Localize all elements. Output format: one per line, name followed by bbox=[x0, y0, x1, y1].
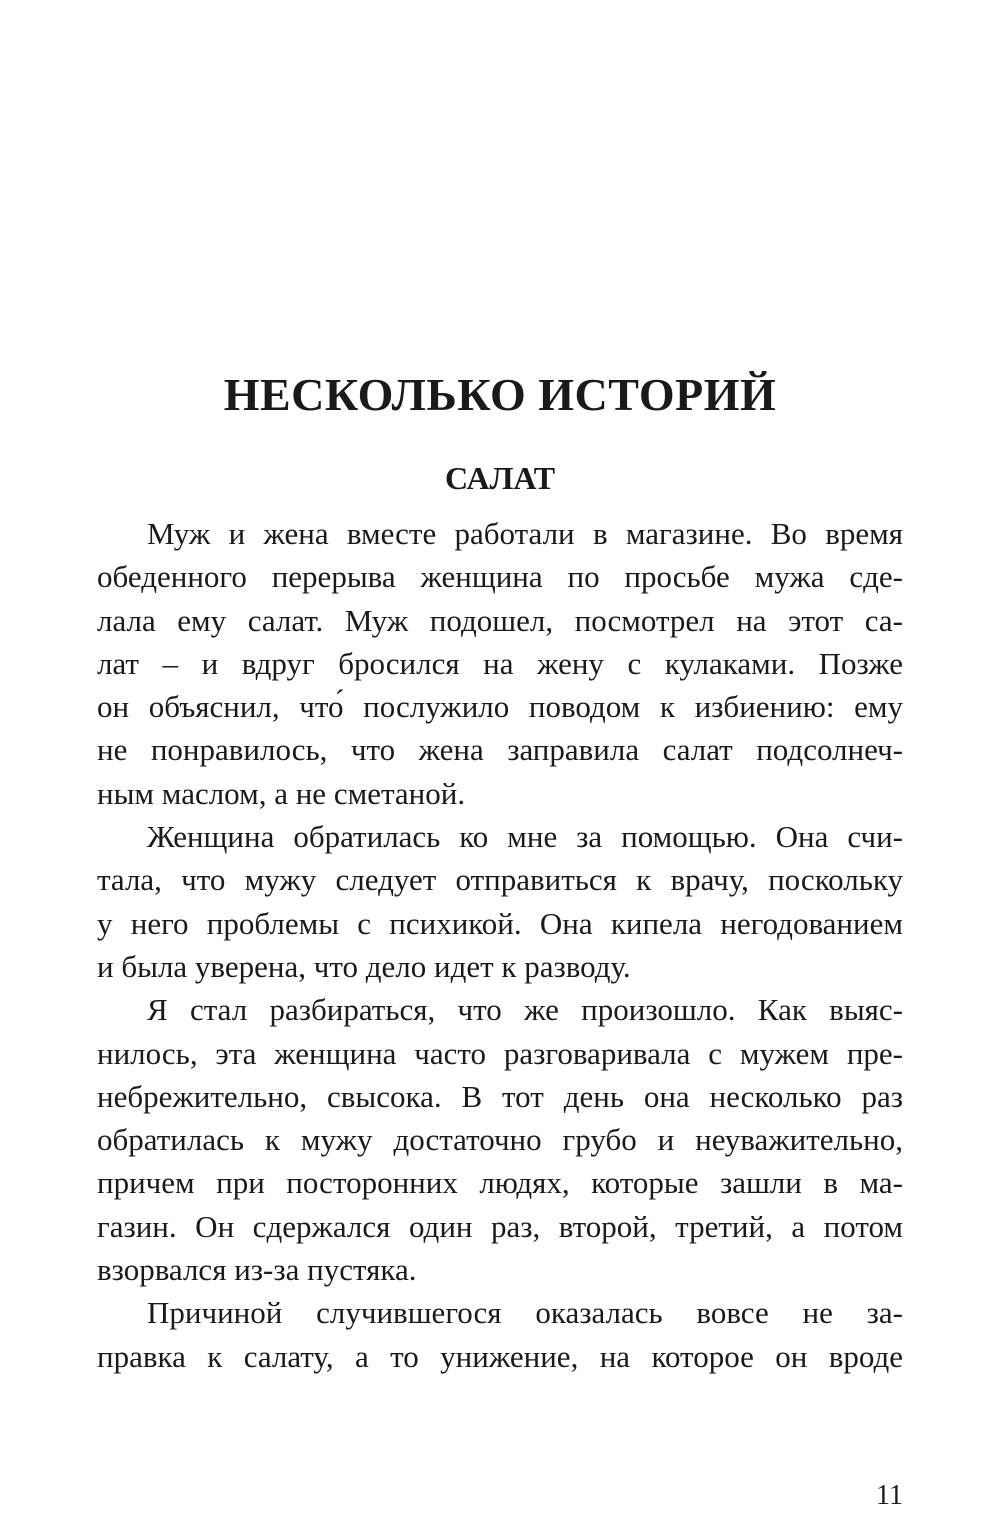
text-line: небрежительно, свысока. В тот день она несколько раз bbox=[97, 1078, 903, 1114]
text-line: обеденного перерыва женщина по просьбе мужа сде- bbox=[97, 559, 903, 595]
text-line: лала ему салат. Муж подошел, посмотрел на этот са- bbox=[97, 602, 903, 638]
text-line: у него проблемы с психикой. Она кипела негодованием bbox=[97, 905, 903, 941]
text-line: правка к салату, а то унижение, на которое он вроде bbox=[97, 1338, 903, 1374]
text-line: ным маслом, а не сметаной. bbox=[97, 775, 466, 811]
chapter-title: НЕСКОЛЬКО ИСТОРИЙ bbox=[223, 369, 777, 420]
text-line: обратилась к мужу достаточно грубо и неуважительно, bbox=[97, 1122, 903, 1158]
text-line: нилось, эта женщина часто разговаривала с мужем пре- bbox=[97, 1035, 903, 1071]
text-line: не понравилось, что жена заправила салат подсолнеч- bbox=[97, 732, 903, 768]
text-line: Муж и жена вместе работали в магазине. Во время bbox=[147, 516, 903, 551]
text-line: и была уверена, что дело идет к разводу. bbox=[97, 948, 631, 984]
text-line: Причиной случившегося оказалась вовсе не за- bbox=[147, 1295, 903, 1331]
text-line: Я стал разбираться, что же произошло. Как выяс- bbox=[147, 992, 903, 1028]
text-line: лат – и вдруг бросился на жену с кулаками. Позже bbox=[97, 645, 903, 681]
text-line: причем при посторонних людях, которые зашли в ма- bbox=[97, 1165, 903, 1201]
text-line: он объяснил, что́ послужило поводом к избиению: ему bbox=[97, 689, 903, 725]
section-title: САЛАТ bbox=[444, 460, 556, 496]
page-number: 11 bbox=[876, 1480, 903, 1511]
text-line: тала, что мужу следует отправиться к врачу, поскольку bbox=[97, 862, 903, 898]
text-line: Женщина обратилась ко мне за помощью. Она счи- bbox=[147, 819, 903, 855]
text-line: газин. Он сдержался один раз, второй, третий, а потом bbox=[97, 1208, 903, 1244]
text-line: взорвался из-за пустяка. bbox=[97, 1252, 417, 1288]
body-text bbox=[97, 512, 903, 1378]
